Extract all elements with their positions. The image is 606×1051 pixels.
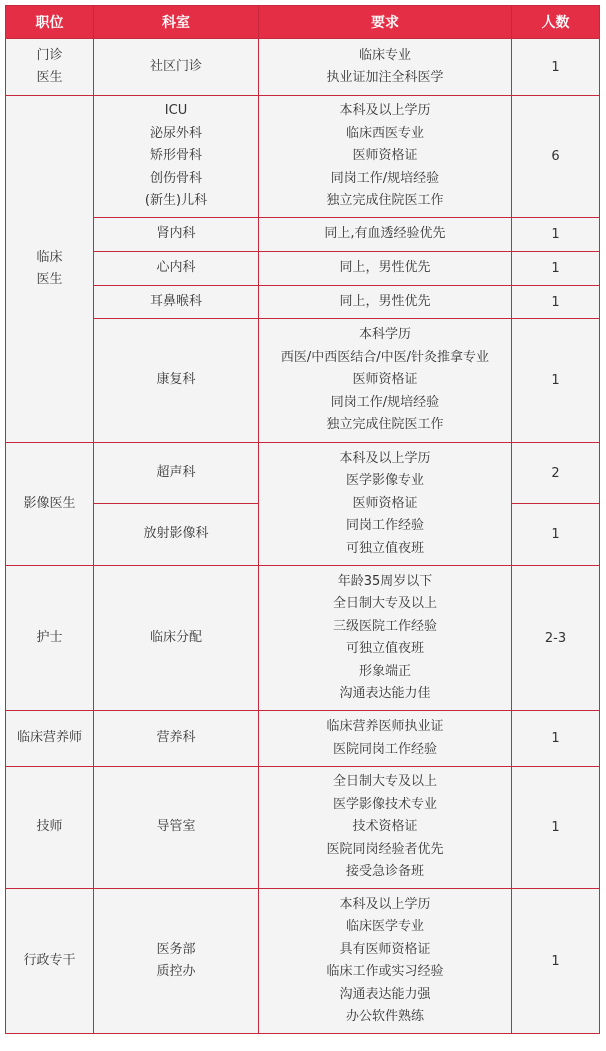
requirement-line: 年龄35周岁以下 — [337, 573, 433, 589]
requirement-line: 临床医学专业 — [345, 919, 424, 934]
department-line: 泌尿外科 — [149, 125, 202, 141]
department-cell — [94, 96, 259, 218]
department-line: 矫形骨科 — [149, 148, 202, 164]
header-position: 职位 — [6, 6, 94, 39]
requirement-line: 医学影像专业 — [345, 473, 424, 489]
requirement-line: 全日制大专及以上 — [332, 596, 437, 611]
position-line: 护士 — [36, 629, 63, 645]
requirement-line: 办公软件熟练 — [345, 1009, 424, 1024]
count-cell: 6 — [512, 96, 600, 218]
requirement-line: 临床西医专业 — [345, 125, 424, 141]
department-line: (新生)儿科 — [144, 193, 208, 209]
requirement-line: 技术资格证 — [352, 819, 418, 835]
requirement-line: 接受急诊备班 — [345, 864, 424, 880]
department-line: ICU — [164, 103, 188, 119]
position-cell — [6, 443, 94, 566]
department-line: 心内科 — [156, 260, 196, 276]
recruitment-table — [5, 5, 600, 1034]
count-cell: 1 — [512, 504, 600, 566]
table-row — [6, 286, 600, 319]
requirement-line: 临床专业 — [358, 47, 411, 63]
count-cell: 1 — [512, 711, 600, 767]
table-row — [6, 319, 600, 443]
requirement-line: 同岗工作/规培经验 — [330, 394, 440, 410]
requirement-line: 执业证加注全科医学 — [326, 70, 444, 85]
requirements-cell — [259, 96, 512, 218]
requirement-line: 独立完成住院医工作 — [326, 417, 444, 433]
requirement-line: 临床营养医师执业证 — [326, 719, 444, 734]
requirement-line: 同上，男性优先 — [339, 260, 431, 276]
requirement-line: 医师资格证 — [352, 495, 418, 511]
count-cell: 1 — [512, 889, 600, 1034]
requirement-line: 西医/中西医结合/中医/针灸推拿专业 — [280, 349, 490, 365]
requirements-cell — [259, 443, 512, 566]
department-line: 超声科 — [156, 464, 196, 480]
position-line: 临床 — [36, 249, 63, 265]
requirement-line: 同岗工作经验 — [345, 518, 424, 534]
table-row — [6, 566, 600, 711]
department-line: 创伤骨科 — [149, 170, 202, 186]
department-line: 社区门诊 — [149, 58, 202, 74]
requirement-line: 沟通表达能力佳 — [339, 686, 431, 701]
requirement-line: 可独立值夜班 — [345, 540, 424, 556]
table-row — [6, 252, 600, 286]
requirement-line: 临床工作或实习经验 — [326, 964, 444, 979]
requirements-cell — [259, 767, 512, 889]
position-line: 技师 — [36, 819, 63, 835]
requirement-line: 具有医师资格证 — [339, 941, 431, 957]
department-cell — [94, 319, 259, 443]
department-line: 导管室 — [156, 819, 196, 835]
position-cell — [6, 39, 94, 96]
table-row — [6, 218, 600, 252]
table-row — [6, 39, 600, 96]
department-cell — [94, 39, 259, 96]
department-cell — [94, 767, 259, 889]
department-line: 耳鼻喉科 — [149, 293, 202, 309]
department-line: 临床分配 — [149, 629, 202, 645]
requirement-line: 可独立值夜班 — [345, 641, 424, 656]
requirement-line: 本科学历 — [358, 327, 411, 343]
department-line: 医务部 — [156, 941, 196, 957]
requirement-line: 同上,有血透经验优先 — [324, 226, 446, 242]
requirement-line: 独立完成住院医工作 — [326, 193, 444, 209]
department-cell — [94, 504, 259, 566]
position-line: 临床营养师 — [16, 730, 82, 746]
department-cell — [94, 566, 259, 711]
department-cell — [94, 218, 259, 252]
requirement-line: 沟通表达能力强 — [339, 986, 431, 1002]
header-count: 人数 — [512, 6, 600, 39]
department-cell — [94, 711, 259, 767]
requirements-cell — [259, 319, 512, 443]
position-line: 医生 — [36, 272, 63, 287]
department-cell — [94, 889, 259, 1034]
requirement-line: 医学影像技术专业 — [332, 796, 437, 812]
department-cell — [94, 252, 259, 286]
requirement-line: 医师资格证 — [352, 372, 418, 388]
requirements-cell — [259, 218, 512, 252]
requirement-line: 同岗工作/规培经验 — [330, 170, 440, 186]
position-cell — [6, 96, 94, 443]
requirements-cell — [259, 39, 512, 96]
department-cell — [94, 286, 259, 319]
count-cell: 2 — [512, 443, 600, 504]
position-line: 门诊 — [36, 47, 63, 63]
requirement-line: 医师资格证 — [352, 148, 418, 164]
count-cell: 1 — [512, 39, 600, 96]
table-row — [6, 711, 600, 767]
header-row — [6, 6, 600, 39]
requirement-line: 本科及以上学历 — [339, 450, 431, 466]
count-cell: 1 — [512, 286, 600, 319]
position-cell — [6, 767, 94, 889]
requirement-line: 医院同岗工作经验 — [332, 741, 437, 757]
count-cell: 1 — [512, 218, 600, 252]
position-line: 影像医生 — [23, 495, 76, 511]
header-department: 科室 — [94, 6, 259, 39]
table-row — [6, 889, 600, 1034]
count-cell: 2-3 — [512, 566, 600, 711]
requirements-cell — [259, 566, 512, 711]
department-line: 质控办 — [156, 964, 196, 979]
requirement-line: 医院同岗经验者优先 — [326, 841, 444, 857]
requirement-line: 全日制大专及以上 — [332, 774, 437, 790]
requirement-line: 本科及以上学历 — [339, 896, 431, 912]
table-row — [6, 96, 600, 218]
position-cell — [6, 566, 94, 711]
count-cell: 1 — [512, 767, 600, 889]
department-line: 营养科 — [156, 730, 196, 746]
requirement-line: 形象端正 — [358, 663, 411, 679]
position-line: 行政专干 — [23, 952, 76, 968]
requirement-line: 本科及以上学历 — [339, 103, 431, 119]
department-cell — [94, 443, 259, 504]
department-line: 放射影像科 — [143, 526, 209, 542]
count-cell: 1 — [512, 319, 600, 443]
requirements-cell — [259, 252, 512, 286]
requirement-line: 三级医院工作经验 — [332, 618, 437, 634]
header-requirements: 要求 — [259, 6, 512, 39]
table-row — [6, 443, 600, 504]
table-row — [6, 767, 600, 889]
requirements-cell — [259, 711, 512, 767]
requirements-cell — [259, 286, 512, 319]
position-cell — [6, 711, 94, 767]
department-line: 康复科 — [156, 372, 196, 388]
requirement-line: 同上，男性优先 — [339, 293, 431, 309]
position-line: 医生 — [36, 70, 63, 85]
department-line: 肾内科 — [156, 226, 196, 242]
count-cell: 1 — [512, 252, 600, 286]
requirements-cell — [259, 889, 512, 1034]
position-cell — [6, 889, 94, 1034]
